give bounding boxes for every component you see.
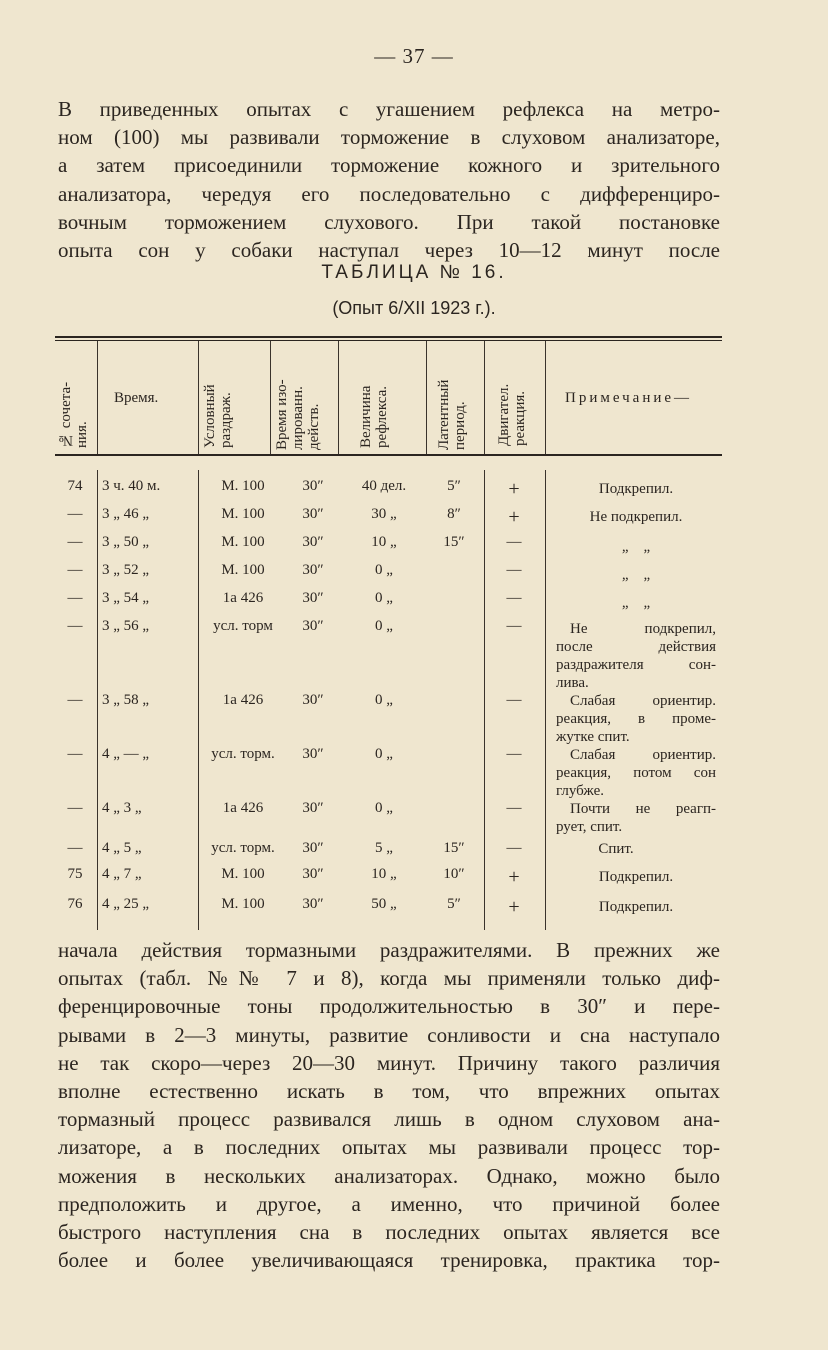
cell-number: — bbox=[67, 534, 83, 550]
note-line: лива. bbox=[556, 675, 589, 691]
note-line: Подкрепил. bbox=[598, 899, 674, 915]
cell-time: 3 „ 58 „ bbox=[102, 692, 150, 708]
text-line: вочным торможением слухового. При такой постановке bbox=[58, 209, 720, 234]
text-line: более и более увеличивающаяся тренировка, практика тор- bbox=[58, 1248, 720, 1273]
cell-stimulus: усл. торм. bbox=[211, 840, 275, 856]
cell-motor: — bbox=[506, 590, 522, 606]
cell-motor: — bbox=[506, 692, 522, 708]
cell-latent: 10″ bbox=[443, 866, 465, 882]
note-line: рует, спит. bbox=[556, 819, 623, 835]
cell-reflex: 30 „ bbox=[371, 506, 397, 522]
cell-motor: + bbox=[508, 866, 520, 888]
paragraph-top bbox=[58, 95, 720, 264]
cell-isolated-time: 30″ bbox=[302, 562, 324, 578]
text-line: опытах (табл. №№ 7 и 8), когда мы применяли только диф- bbox=[58, 966, 720, 991]
cell-isolated-time: 30″ bbox=[302, 896, 324, 912]
cell-latent: 15″ bbox=[443, 534, 465, 550]
header-stimulus: Условный раздраж. bbox=[202, 384, 234, 448]
cell-isolated-time: 30″ bbox=[302, 692, 324, 708]
cell-motor: — bbox=[506, 534, 522, 550]
cell-stimulus: М. 100 bbox=[221, 866, 265, 882]
cell-note bbox=[556, 538, 716, 556]
cell-reflex: 5 „ bbox=[375, 840, 393, 856]
cell-motor: — bbox=[506, 618, 522, 634]
column-divider bbox=[484, 341, 485, 454]
cell-reflex: 0 „ bbox=[375, 618, 393, 634]
cell-time: 3 „ 46 „ bbox=[102, 506, 150, 522]
header-motor: Двигател. реакция. bbox=[496, 383, 528, 446]
header-bottom-rule bbox=[55, 454, 722, 456]
table-top-rule-thin bbox=[55, 340, 722, 341]
cell-reflex: 0 „ bbox=[375, 590, 393, 606]
cell-time: 4 „ 3 „ bbox=[102, 800, 142, 816]
cell-isolated-time: 30″ bbox=[302, 506, 324, 522]
column-divider bbox=[198, 341, 199, 454]
header-reflex: Величина рефлекса. bbox=[358, 385, 390, 448]
cell-isolated-time: 30″ bbox=[302, 840, 324, 856]
cell-time: 3 „ 54 „ bbox=[102, 590, 150, 606]
cell-isolated-time: 30″ bbox=[302, 478, 324, 494]
cell-time: 4 „ — „ bbox=[102, 746, 150, 762]
header-notes: Примечание— bbox=[565, 390, 693, 406]
cell-stimulus: М. 100 bbox=[221, 562, 265, 578]
note-line: реакция, в проме- bbox=[556, 711, 716, 727]
cell-note bbox=[556, 840, 716, 858]
note-line: Слабая ориентир. bbox=[570, 693, 716, 709]
cell-stimulus: усл. торм. bbox=[211, 746, 275, 762]
header-time: Время. bbox=[114, 390, 159, 406]
cell-number: 75 bbox=[67, 866, 83, 882]
cell-reflex: 50 „ bbox=[371, 896, 397, 912]
column-divider bbox=[545, 341, 546, 454]
cell-motor: — bbox=[506, 800, 522, 816]
cell-motor: + bbox=[508, 506, 520, 528]
note-line: реакция, потом сон bbox=[556, 765, 716, 781]
header-number: № сочета- ния. bbox=[58, 381, 90, 448]
cell-time: 4 „ 5 „ bbox=[102, 840, 142, 856]
cell-reflex: 0 „ bbox=[375, 692, 393, 708]
cell-number: — bbox=[67, 800, 83, 816]
cell-motor: — bbox=[506, 562, 522, 578]
cell-number: — bbox=[67, 692, 83, 708]
cell-number: — bbox=[67, 590, 83, 606]
cell-note bbox=[556, 620, 716, 692]
cell-number: — bbox=[67, 618, 83, 634]
cell-stimulus: М. 100 bbox=[221, 506, 265, 522]
cell-stimulus: 1а 426 bbox=[222, 590, 264, 606]
cell-stimulus: 1а 426 bbox=[222, 800, 264, 816]
cell-time: 4 „ 7 „ bbox=[102, 866, 142, 882]
text-line: В приведенных опытах с угашением рефлекса на метро- bbox=[58, 97, 720, 121]
cell-isolated-time: 30″ bbox=[302, 800, 324, 816]
cell-latent: 15″ bbox=[443, 840, 465, 856]
table-title: ТАБЛИЦА № 16. bbox=[321, 262, 507, 283]
text-line: ном (100) мы развивали торможение в слуховом анализаторе, bbox=[58, 125, 720, 150]
note-line: Слабая ориентир. bbox=[570, 747, 716, 763]
note-line: жутке спит. bbox=[556, 729, 630, 745]
header-isolated-time: Время изо- лированн. действ. bbox=[274, 379, 322, 450]
cell-time: 3 „ 56 „ bbox=[102, 618, 150, 634]
note-line: Почти не реагп- bbox=[570, 801, 716, 817]
cell-latent: 5″ bbox=[447, 896, 461, 912]
cell-time: 3 ч. 40 м. bbox=[102, 478, 161, 494]
text-line: предположить и другое, а именно, что причиной более bbox=[58, 1191, 720, 1216]
text-line: быстрого наступления сна в последних опытах является все bbox=[58, 1219, 720, 1244]
cell-stimulus: усл. торм bbox=[213, 618, 273, 634]
text-line: не так скоро—через 20—30 минут. Причину такого различия bbox=[58, 1050, 720, 1075]
text-line: рывами в 2—3 минуты, развитие сонливости и сна наступало bbox=[58, 1022, 720, 1047]
column-divider bbox=[270, 341, 271, 454]
cell-reflex: 40 дел. bbox=[361, 478, 407, 494]
text-line: анализатора, чередуя его последовательно с дифференциро- bbox=[58, 181, 720, 206]
text-line: а затем присоединили торможение кожного и зрительного bbox=[58, 153, 720, 178]
cell-note bbox=[556, 594, 716, 612]
column-divider bbox=[338, 341, 339, 454]
cell-reflex: 0 „ bbox=[375, 562, 393, 578]
cell-latent: 5″ bbox=[447, 478, 461, 494]
cell-motor: + bbox=[508, 896, 520, 918]
cell-isolated-time: 30″ bbox=[302, 746, 324, 762]
cell-number: — bbox=[67, 840, 83, 856]
cell-reflex: 10 „ bbox=[371, 534, 397, 550]
note-line: Спит. bbox=[598, 841, 634, 857]
cell-number: — bbox=[67, 562, 83, 578]
table-subtitle: (Опыт 6/XII 1923 г.). bbox=[332, 298, 496, 318]
cell-note bbox=[556, 868, 716, 886]
note-line: глубже. bbox=[556, 783, 605, 799]
cell-isolated-time: 30″ bbox=[302, 618, 324, 634]
page-number: — 37 — bbox=[374, 44, 454, 68]
cell-time: 3 „ 52 „ bbox=[102, 562, 150, 578]
cell-note bbox=[556, 898, 716, 916]
cell-number: — bbox=[67, 506, 83, 522]
cell-stimulus: М. 100 bbox=[221, 534, 265, 550]
cell-note bbox=[556, 508, 716, 526]
header-latent: Латентный период. bbox=[436, 379, 468, 450]
paragraph-bottom bbox=[58, 936, 720, 1274]
note-line: „ „ bbox=[621, 595, 651, 611]
cell-reflex: 0 „ bbox=[375, 800, 393, 816]
text-line: вполне естественно искать в том, что впрежних опытах bbox=[58, 1078, 720, 1103]
cell-note bbox=[556, 800, 716, 836]
cell-note bbox=[556, 480, 716, 498]
text-line: опыта сон у собаки наступал через 10—12 минут после bbox=[58, 237, 720, 262]
text-line: лизаторе, а в последних опытах мы развивали процесс тор- bbox=[58, 1135, 720, 1160]
cell-isolated-time: 30″ bbox=[302, 534, 324, 550]
cell-motor: + bbox=[508, 478, 520, 500]
note-line: Подкрепил. bbox=[598, 869, 674, 885]
note-line: после действия bbox=[556, 639, 716, 655]
cell-stimulus: 1а 426 bbox=[222, 692, 264, 708]
note-line: Не подкрепил. bbox=[589, 509, 683, 525]
cell-motor: — bbox=[506, 746, 522, 762]
text-line: ференцировочные тоны продолжительностью в 30″ и пере- bbox=[58, 994, 720, 1019]
cell-reflex: 10 „ bbox=[371, 866, 397, 882]
text-line: можения в нескольких анализаторах. Однако, можно было bbox=[58, 1163, 720, 1188]
note-line: „ „ bbox=[621, 567, 651, 583]
cell-latent: 8″ bbox=[447, 506, 461, 522]
text-line: тормазный процесс развивался лишь в одном слуховом ана- bbox=[58, 1107, 720, 1132]
cell-stimulus: М. 100 bbox=[221, 896, 265, 912]
cell-note bbox=[556, 566, 716, 584]
cell-time: 4 „ 25 „ bbox=[102, 896, 150, 912]
cell-time: 3 „ 50 „ bbox=[102, 534, 150, 550]
cell-number: — bbox=[67, 746, 83, 762]
cell-motor: — bbox=[506, 840, 522, 856]
cell-isolated-time: 30″ bbox=[302, 866, 324, 882]
cell-note bbox=[556, 692, 716, 746]
text-line: начала действия тормазными раздражителями. В прежних же bbox=[58, 938, 720, 962]
cell-number: 76 bbox=[67, 896, 83, 912]
column-divider bbox=[426, 341, 427, 454]
cell-note bbox=[556, 746, 716, 800]
cell-reflex: 0 „ bbox=[375, 746, 393, 762]
note-line: раздражителя сон- bbox=[556, 657, 716, 673]
cell-stimulus: М. 100 bbox=[221, 478, 265, 494]
cell-isolated-time: 30″ bbox=[302, 590, 324, 606]
table-top-rule bbox=[55, 336, 722, 338]
note-line: Подкрепил. bbox=[598, 481, 674, 497]
note-line: Не подкрепил, bbox=[570, 621, 716, 637]
cell-number: 74 bbox=[67, 478, 83, 494]
column-divider bbox=[97, 341, 98, 454]
note-line: „ „ bbox=[621, 539, 651, 555]
